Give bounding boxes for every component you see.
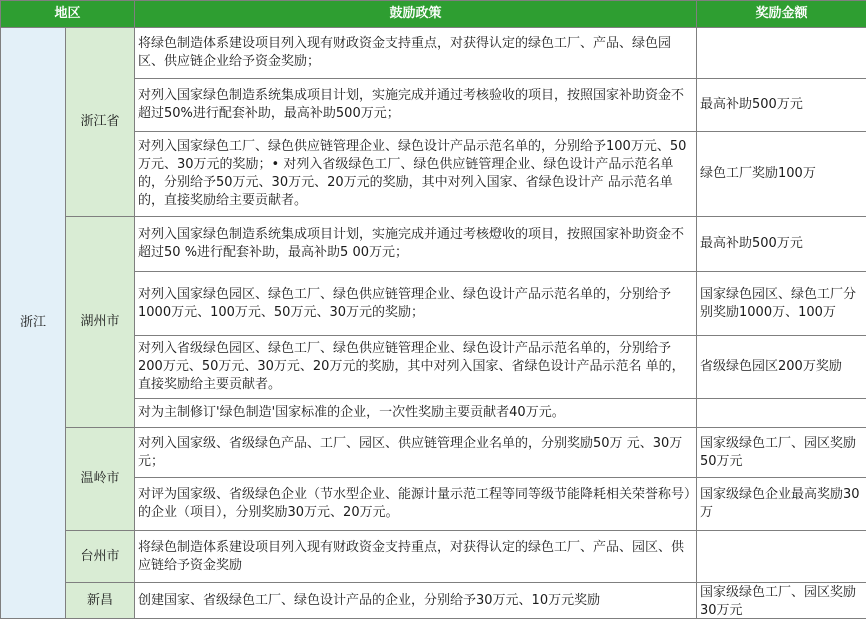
- header-region: 地区: [1, 1, 135, 28]
- award-text: 国家级绿色工厂、园区奖励30万元: [700, 584, 863, 618]
- header-award: 奖励金额: [697, 1, 866, 28]
- header-row: [1, 1, 866, 28]
- award-cell: 国家级绿色工厂、园区奖励50万元: [697, 428, 866, 478]
- policy-cell: 对列入国家绿色工厂、绿色供应链管理企业、绿色设计产品示范名单的，分别给予100万元、50万元、30万元的奖励；• 对列入省级绿色工厂、绿色供应链管理企业、绿色设计产品示范名单的，分别给予50万元、30万元、20万元的奖励，其中对列入国家、省绿色设计产 品示范名单的，直接奖励给主要贡献者。: [135, 132, 697, 217]
- award-cell: 最高补助500万元: [697, 79, 866, 132]
- award-cell: [697, 28, 866, 79]
- policy-cell: 对列入国家绿色制造系统集成项目计划，实施完成并通过考核验收的项目，按照国家补助资金不超过50%进行配套补助，最高补助500万元；: [135, 79, 697, 132]
- policy-cell: 对列入国家级、省级绿色产品、工厂、园区、供应链管理企业名单的，分别奖励50万 元、30万元；: [135, 428, 697, 478]
- award-cell: 最高补助500万元: [697, 217, 866, 272]
- policy-cell: 对列入省级绿色园区、绿色工厂、绿色供应链管理企业、绿色设计产品示范名单的，分别给予200万元、50万元、30万元、20万元的奖励，其中对列入国家、省绿色设计产品示范名 单的，直接奖励给主要贡献者。: [135, 336, 697, 399]
- policy-cell: 将绿色制造体系建设项目列入现有财政资金支持重点，对获得认定的绿色工厂、产品、园区、供应链给予资金奖励: [135, 531, 697, 583]
- award-cell: [697, 399, 866, 428]
- city-cell-huzhou: 湖州市: [66, 217, 135, 428]
- award-cell: 国家绿色园区、绿色工厂分别奖励1000万、100万: [697, 272, 866, 336]
- award-cell: 绿色工厂奖励100万: [697, 132, 866, 217]
- award-cell: [697, 583, 866, 619]
- policy-cell: 对评为国家级、省级绿色企业（节水型企业、能源计量示范工程等同等级节能降耗相关荣誉称号）的企业（项目），分别奖励30万元、20万元。: [135, 478, 697, 531]
- city-cell-xinchang: 新昌: [66, 583, 135, 619]
- table-row: [1, 28, 866, 79]
- policy-cell: 将绿色制造体系建设项目列入现有财政资金支持重点，对获得认定的绿色工厂、产品、绿色园区、供应链企业给予资金奖励；: [135, 28, 697, 79]
- policy-cell: 创建国家、省级绿色工厂、绿色设计产品的企业，分别给予30万元、10万元奖励: [135, 583, 697, 619]
- award-cell: 省级绿色园区200万奖励: [697, 336, 866, 399]
- table-row: [1, 583, 866, 619]
- table-row: [1, 428, 866, 478]
- policy-cell: 对列入国家绿色制造系统集成项目计划，实施完成并通过考核燈收的项目，按照国家补助资金不超过50 %进行配套补助，最高补助5 00万元；: [135, 217, 697, 272]
- table-row: [1, 217, 866, 272]
- policy-cell: 对列入国家绿色园区、绿色工厂、绿色供应链管理企业、绿色设计产品示范名单的，分别给予1000万元、100万元、50万元、30万元的奖励；: [135, 272, 697, 336]
- province-cell: 浙江: [1, 28, 66, 619]
- city-cell-zhejiang: 浙江省: [66, 28, 135, 217]
- award-cell: [697, 531, 866, 583]
- policy-cell: 对为主制修订'绿色制造'国家标准的企业，一次性奖励主要贡献者40万元。: [135, 399, 697, 428]
- table-row: [1, 531, 866, 583]
- award-cell: 国家级绿色企业最高奖励30万: [697, 478, 866, 531]
- city-cell-taizhou: 台州市: [66, 531, 135, 583]
- header-policy: 鼓励政策: [135, 1, 697, 28]
- city-cell-wenling: 温岭市: [66, 428, 135, 531]
